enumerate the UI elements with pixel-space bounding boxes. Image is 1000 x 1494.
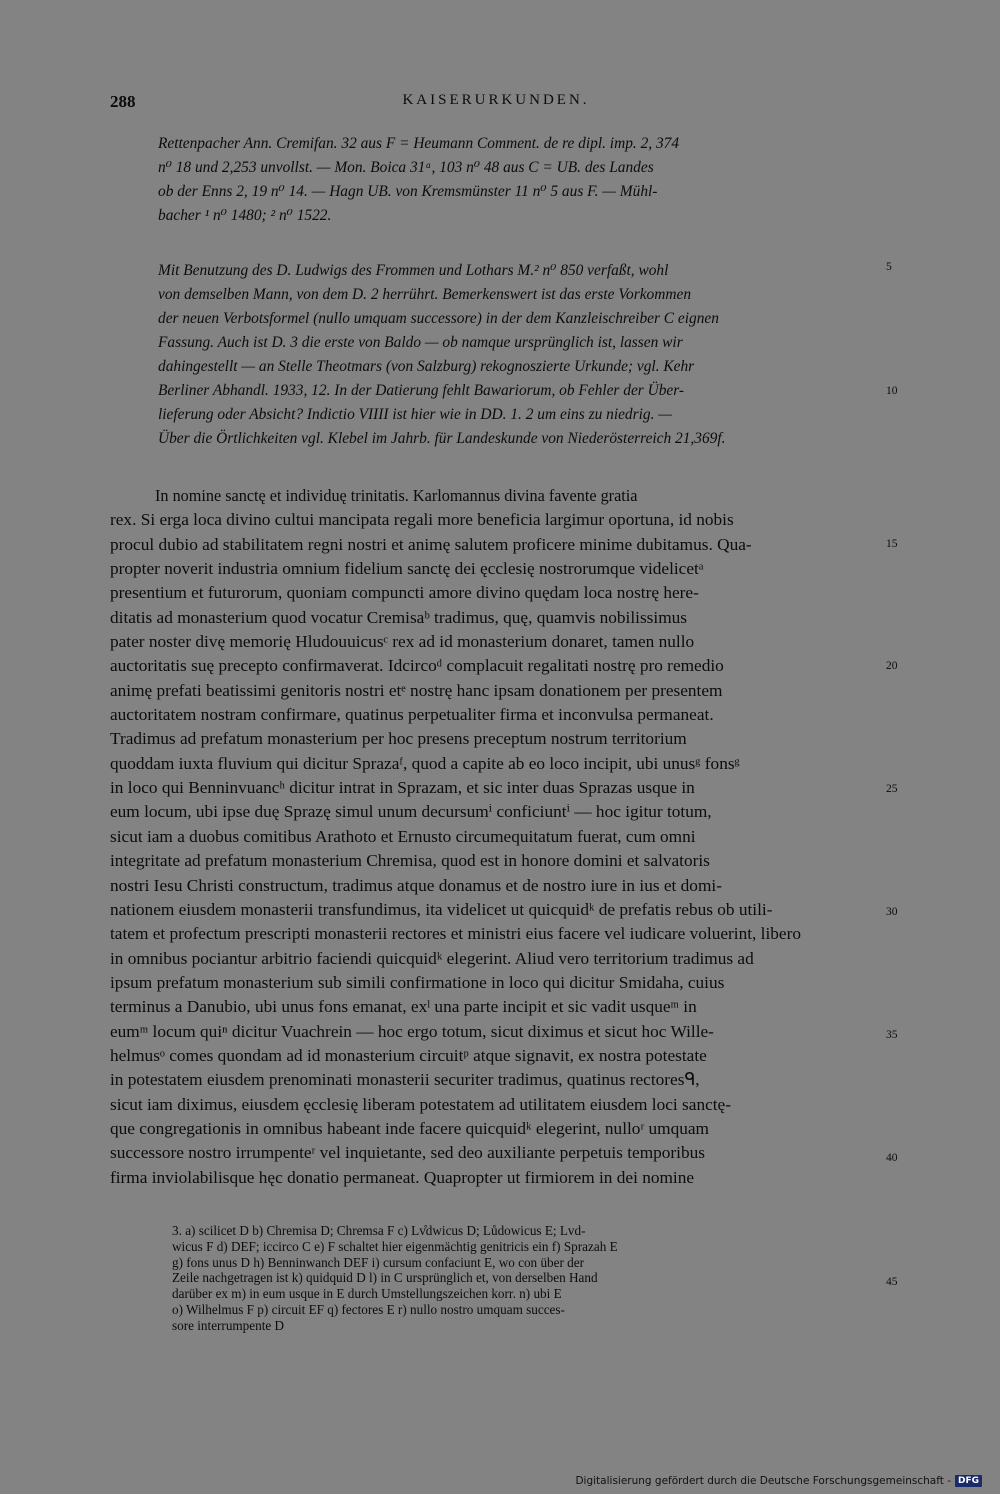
source-line: bacher ¹ n⁰ 1480; ² n⁰ 1522. [158,207,332,224]
margin-number: 15 [886,538,898,550]
footnote-line: o) Wilhelmus F p) circuit EF q) fectores E r) nullo nostro umquam succes- [172,1301,565,1317]
text-line: quoddam iuxta fluvium qui dicitur Sprazaᶠ, quod a capite ab eo loco incipit, ubi unusᵍ fonsᵍ [110,753,740,773]
text-line: ditatis ad monasterium quod vocatur Cremisaᵇ tradimus, quę, quamvis nobilissimus [110,607,687,627]
remark-line: Fassung. Auch ist D. 3 die erste von Baldo — ob namque ursprünglich ist, lassen wir [158,334,683,351]
margin-number: 25 [886,783,898,795]
running-title: KAISERURKUNDEN. [402,92,590,108]
footnote-line: darüber ex m) in eum usque in E durch Umstellungszeichen korr. n) ubi E [172,1286,562,1302]
remark-line: Über die Örtlichkeiten vgl. Klebel im Jahrb. für Landeskunde von Niederösterreich 21,369f. [158,430,726,447]
source-line: n⁰ 18 und 2,253 unvollst. — Mon. Boica 31ᵃ, 103 n⁰ 48 aus C = UB. des Landes [158,159,654,176]
text-line: integritate ad prefatum monasterium Chremisa, quod est in honore domini et salvatoris [110,851,710,871]
text-line: nostri Iesu Christi constructum, tradimus atque donamus et de nostro iure in ius et domi- [110,875,722,895]
text-line: helmusᵒ comes quondam ad id monasterium circuitᵖ atque signavit, ex nostra potestate [110,1045,707,1065]
credit-text: Digitalisierung gefördert durch die Deutsche Forschungsgemeinschaft - [575,1475,951,1487]
text-line: in omnibus pociantur arbitrio faciendi quicquidᵏ elegerint. Aliud vero territorium tradimus ad [110,948,754,968]
margin-number: 35 [886,1029,898,1041]
remark-line: Mit Benutzung des D. Ludwigs des Frommen und Lothars M.² n⁰ 850 verfaßt, wohl [158,262,669,279]
text-line: firma inviolabilisque hęc donatio permaneat. Quapropter ut firmiorem in dei nomine [110,1167,695,1187]
source-line: Rettenpacher Ann. Cremifan. 32 aus F = Heumann Comment. de re dipl. imp. 2, 374 [158,135,680,152]
text-line: ipsum prefatum monasterium sub simili confirmatione in loco qui dicitur Smidaha, cuius [110,972,725,992]
footnote-line: wicus F d) DEF; iccirco C e) F schaltet hier eigenmächtig genitricis ein f) Sprazah E [172,1238,618,1254]
text-line: procul dubio ad stabilitatem regni nostri et animę salutem proficere minime dubitamus. Qua- [110,534,752,554]
margin-number: 40 [886,1152,898,1164]
dfg-logo: DFG [955,1475,982,1487]
text-line: in potestatem eiusdem prenominati monasterii securiter tradimus, quatinus rectoresᑫ, [110,1070,700,1090]
line-number-margin [886,0,926,1494]
remark-line: Berliner Abhandl. 1933, 12. In der Datierung fehlt Bawariorum, ob Fehler der Über- [158,382,685,399]
text-line: Tradimus ad prefatum monasterium per hoc presens preceptum nostrum territorium [110,729,687,749]
page-number: 288 [110,92,136,111]
margin-number: 20 [886,660,898,672]
remark-line: von demselben Mann, von dem D. 2 herrührt. Bemerkenswert ist das erste Vorkommen [158,286,692,303]
margin-number: 30 [886,906,898,918]
margin-number: 45 [886,1276,898,1288]
margin-number: 10 [886,385,898,397]
text-line: presentium et futurorum, quoniam compuncti amore divino quędam loca nostrę here- [110,583,699,603]
remark-line: der neuen Verbotsformel (nullo umquam successore) in der dem Kanzleischreiber C eignen [158,310,719,327]
digitization-credit [575,1475,982,1487]
text-line: in loco qui Benninvuancʰ dicitur intrat in Sprazam, et sic inter duas Sprazas usque in [110,778,695,798]
source-notes [158,132,880,228]
text-line: sicut iam diximus, eiusdem ęcclesię liberam potestatem ad utilitatem eiusdem loci sanctę- [110,1094,731,1114]
text-line: eumᵐ locum quiⁿ dicitur Vuachrein — hoc ergo totum, sicut diximus et sicut hoc Wille- [110,1021,714,1041]
text-line: terminus a Danubio, ubi unus fons emanat, exˡ una parte incipit et sic vadit usqueᵐ in [110,997,697,1017]
text-line: auctoritatis suę precepto confirmaverat. Idcircoᵈ complacuit regalitati nostrę pro remedio [110,656,724,676]
text-line: In nomine sanctę et individuę trinitatis. Karlomannus divina favente gratia [155,486,638,505]
margin-number: 5 [886,261,892,273]
text-line: pater noster divę memorię Hludouuicusᶜ rex ad id monasterium donaret, tamen nullo [110,632,695,652]
footnote-line: Zeile nachgetragen ist k) quidquid D l) in C ursprünglich et, von derselben Hand [172,1270,598,1286]
critical-apparatus [172,1223,884,1334]
text-line: eum locum, ubi ipse duę Sprazę simul unum decursumⁱ conficiuntⁱ — hoc igitur totum, [110,802,712,822]
text-line: animę prefati beatissimi genitoris nostri etᵉ nostrę hanc ipsam donationem per presentem [110,680,723,700]
footnote-line: sore interrumpente D [172,1317,285,1333]
remark-line: dahingestellt — an Stelle Theotmars (von Salzburg) rekognoszierte Urkunde; vgl. Kehr [158,358,695,375]
text-line: nationem eiusdem monasterii transfundimus, ita videlicet ut quicquidᵏ de prefatis rebus ob utili- [110,899,773,919]
text-line: que congregationis in omnibus habeant inde facere quicquidᵏ elegerint, nulloʳ umquam [110,1118,709,1138]
text-line: propter noverit industria omnium fidelium sanctę dei ęcclesię nostrorumque videlicetᵃ [110,559,704,579]
editorial-remarks [158,259,880,451]
text-line: tatem et profectum prescripti monasterii rectores et ministri eius facere vel iudicare voluerint, libero [110,924,801,944]
source-line: ob der Enns 2, 19 n⁰ 14. — Hagn UB. von Kremsmünster 11 n⁰ 5 aus F. — Mühl- [158,183,658,200]
text-line: successore nostro irrumpenteʳ vel inquietante, sed deo auxiliante perpetuis temporibus [110,1143,705,1163]
text-line: sicut iam a duobus comitibus Arathoto et Ernusto circumequitatum fuerat, cum omni [110,826,696,846]
footnote-line: g) fons unus D h) Benninwanch DEF i) cursum confaciunt E, wo con über der [172,1254,585,1270]
charter-text [110,484,882,1190]
text-line: auctoritatem nostram confirmare, quatinus perpetualiter firma et inconvulsa permaneat. [110,705,714,725]
text-line: rex. Si erga loca divino cultui mancipata regali more beneficia largimur oportuna, id nobis [110,510,734,530]
page-header [110,92,882,114]
footnote-line: 3. a) scilicet D b) Chremisa D; Chremsa F c) Lv̊dwicus D; Lůdowicus E; Lvd- [172,1223,586,1238]
remark-line: lieferung oder Absicht? Indictio VIIII ist hier wie in DD. 1. 2 um eins zu niedrig. — [158,406,672,423]
